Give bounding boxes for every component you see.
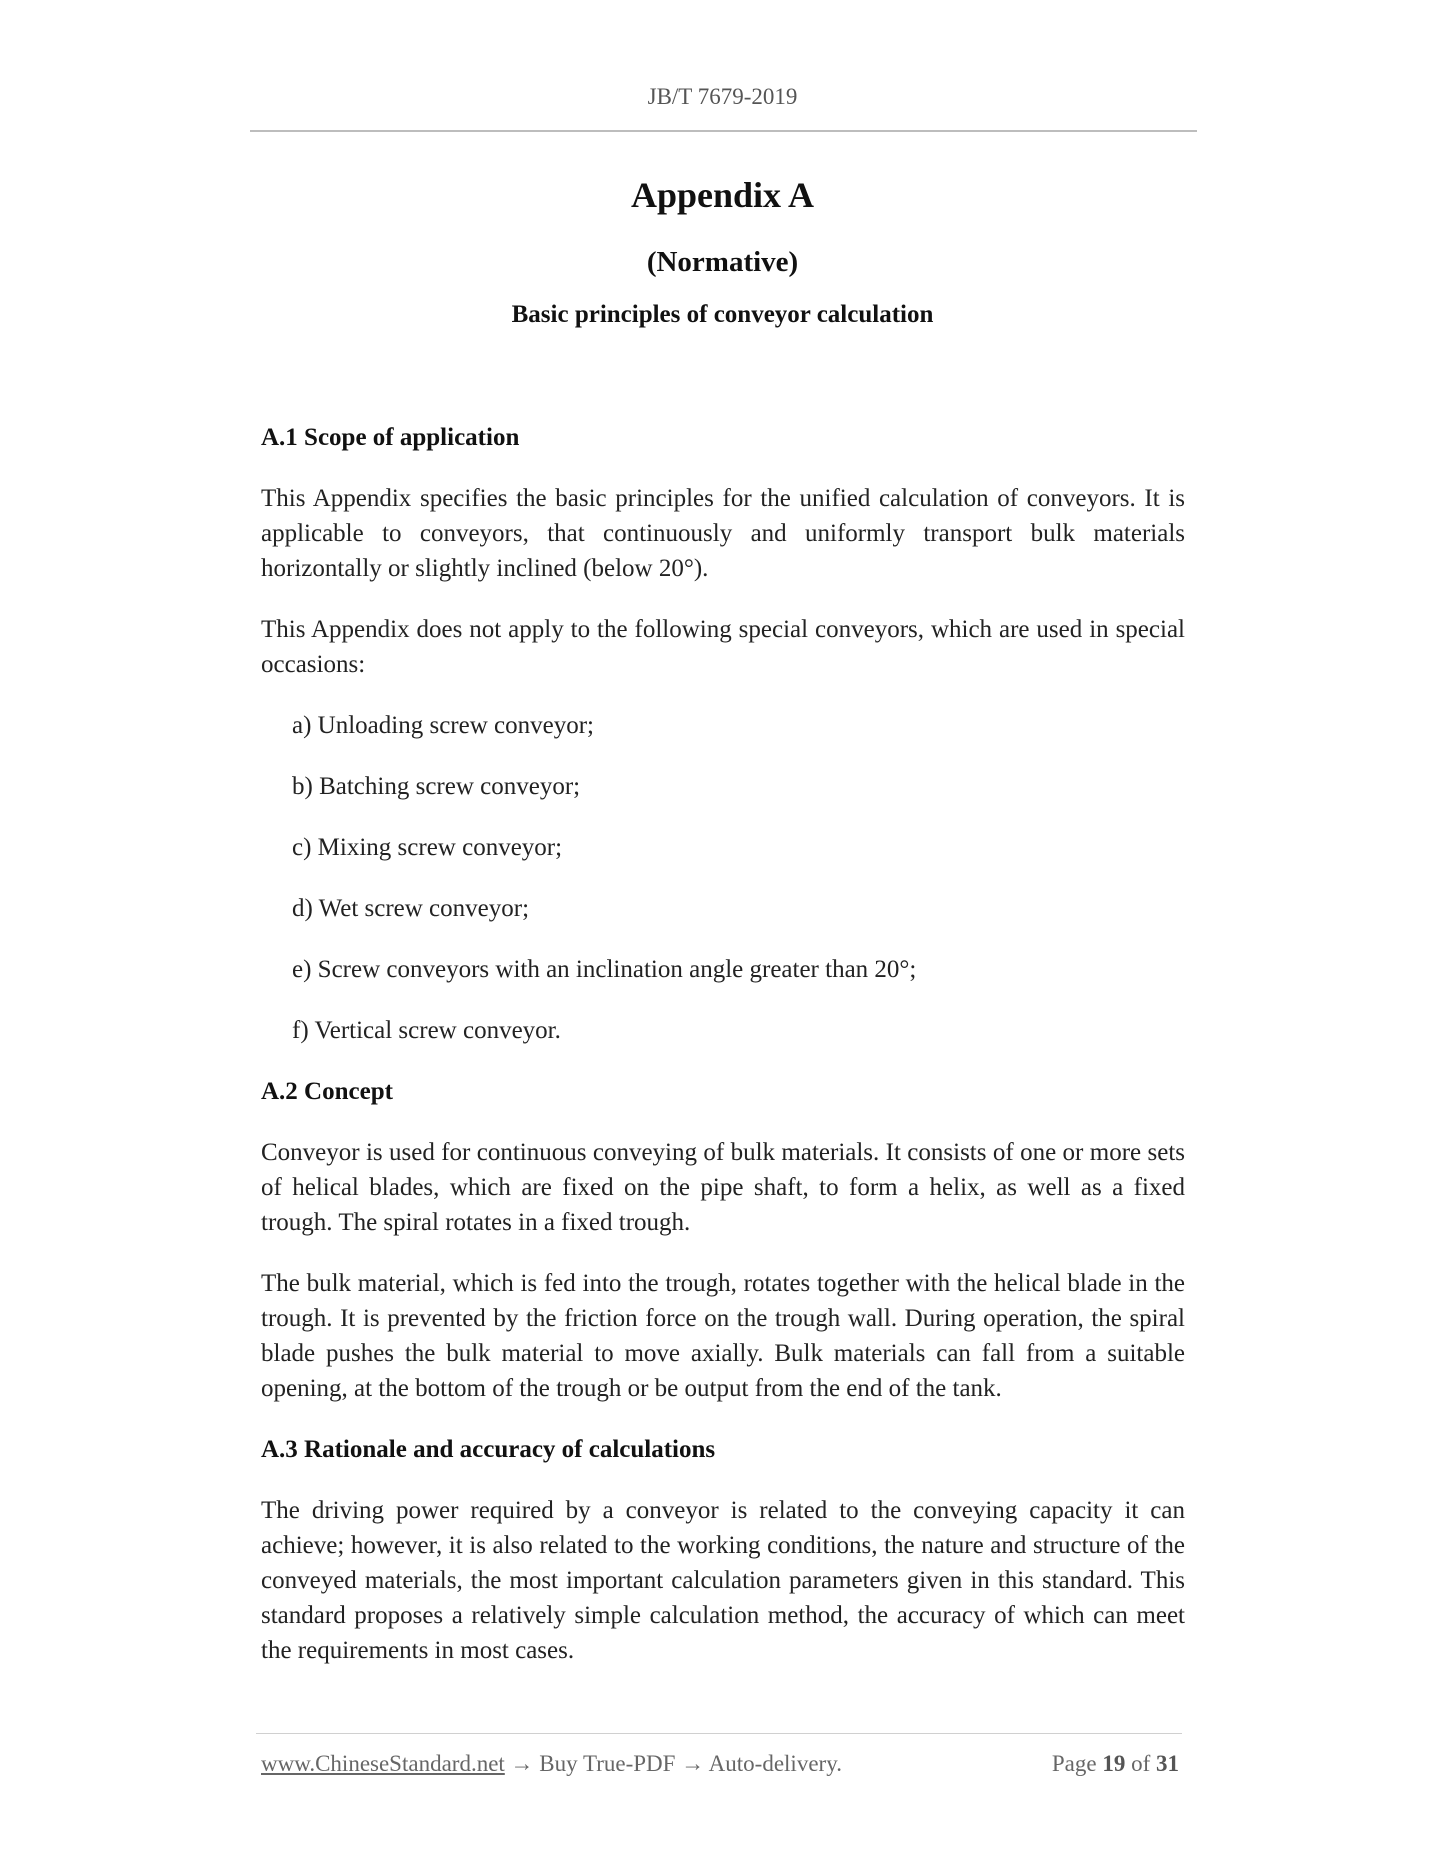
auto-delivery-text: Auto-delivery. <box>708 1751 842 1776</box>
section-a1-heading: A.1 Scope of application <box>261 424 520 451</box>
section-a2-paragraph-1: Conveyor is used for continuous conveying of bulk materials. It consists of one or more sets of helical blades, which are fixed on the pipe shaft, to form a helix, as well as a fixed trough. The spiral rotates in a fixed trough. <box>261 1139 1185 1236</box>
list-item: c) Mixing screw conveyor; <box>292 834 563 861</box>
document-body <box>261 420 1185 1694</box>
section-a2-heading: A.2 Concept <box>261 1078 393 1105</box>
buy-pdf-text: Buy True-PDF <box>539 1751 676 1776</box>
section-a3-paragraph-1: The driving power required by a conveyor is related to the conveying capacity it can achieve; however, it is also related to the working conditions, the nature and structure of the conveyed materials, the most important calculation parameters given in this standard. This standard proposes a relatively simple calculation method, the accuracy of which can meet the requirements in most cases. <box>261 1497 1185 1664</box>
list-item: a) Unloading screw conveyor; <box>292 712 594 739</box>
of-label: of <box>1131 1751 1151 1776</box>
header-divider <box>250 130 1197 132</box>
special-conveyor-list <box>261 708 1185 1048</box>
footer-promo <box>261 1751 842 1777</box>
list-item: b) Batching screw conveyor; <box>292 773 581 800</box>
total-page-count: 31 <box>1156 1751 1179 1776</box>
document-code-header: JB/T 7679-2019 <box>647 84 798 109</box>
arrow-right-icon: → <box>681 1751 705 1776</box>
section-a1-paragraph-1: This Appendix specifies the basic principles for the unified calculation of conveyors. It is applicable to conveyors, that continuously and uniformly transport bulk materials horizontally or slightly inclined (below 20°). <box>261 485 1185 582</box>
section-a1-paragraph-2: This Appendix does not apply to the following special conveyors, which are used in special occasions: <box>261 616 1185 678</box>
arrow-right-icon: → <box>510 1751 534 1776</box>
page-indicator <box>1052 1751 1179 1777</box>
website-link[interactable]: www.ChineseStandard.net <box>261 1751 505 1776</box>
section-a3-heading: A.3 Rationale and accuracy of calculations <box>261 1436 716 1463</box>
appendix-subtitle: Basic principles of conveyor calculation <box>511 301 934 328</box>
footer-divider <box>256 1733 1182 1734</box>
appendix-title: Appendix A <box>630 175 815 215</box>
appendix-type: (Normative) <box>646 246 799 278</box>
current-page-number: 19 <box>1102 1751 1126 1776</box>
page-label: Page <box>1051 1751 1097 1776</box>
list-item: d) Wet screw conveyor; <box>292 895 530 922</box>
list-item: f) Vertical screw conveyor. <box>292 1017 561 1044</box>
section-a2-paragraph-2: The bulk material, which is fed into the trough, rotates together with the helical blade in the trough. It is prevented by the friction force on the trough wall. During operation, the spiral blade pushes the bulk material to move axially. Bulk materials can fall from a suitable opening, at the bottom of the trough or be output from the end of the tank. <box>261 1270 1185 1402</box>
list-item: e) Screw conveyors with an inclination angle greater than 20°; <box>292 956 917 983</box>
